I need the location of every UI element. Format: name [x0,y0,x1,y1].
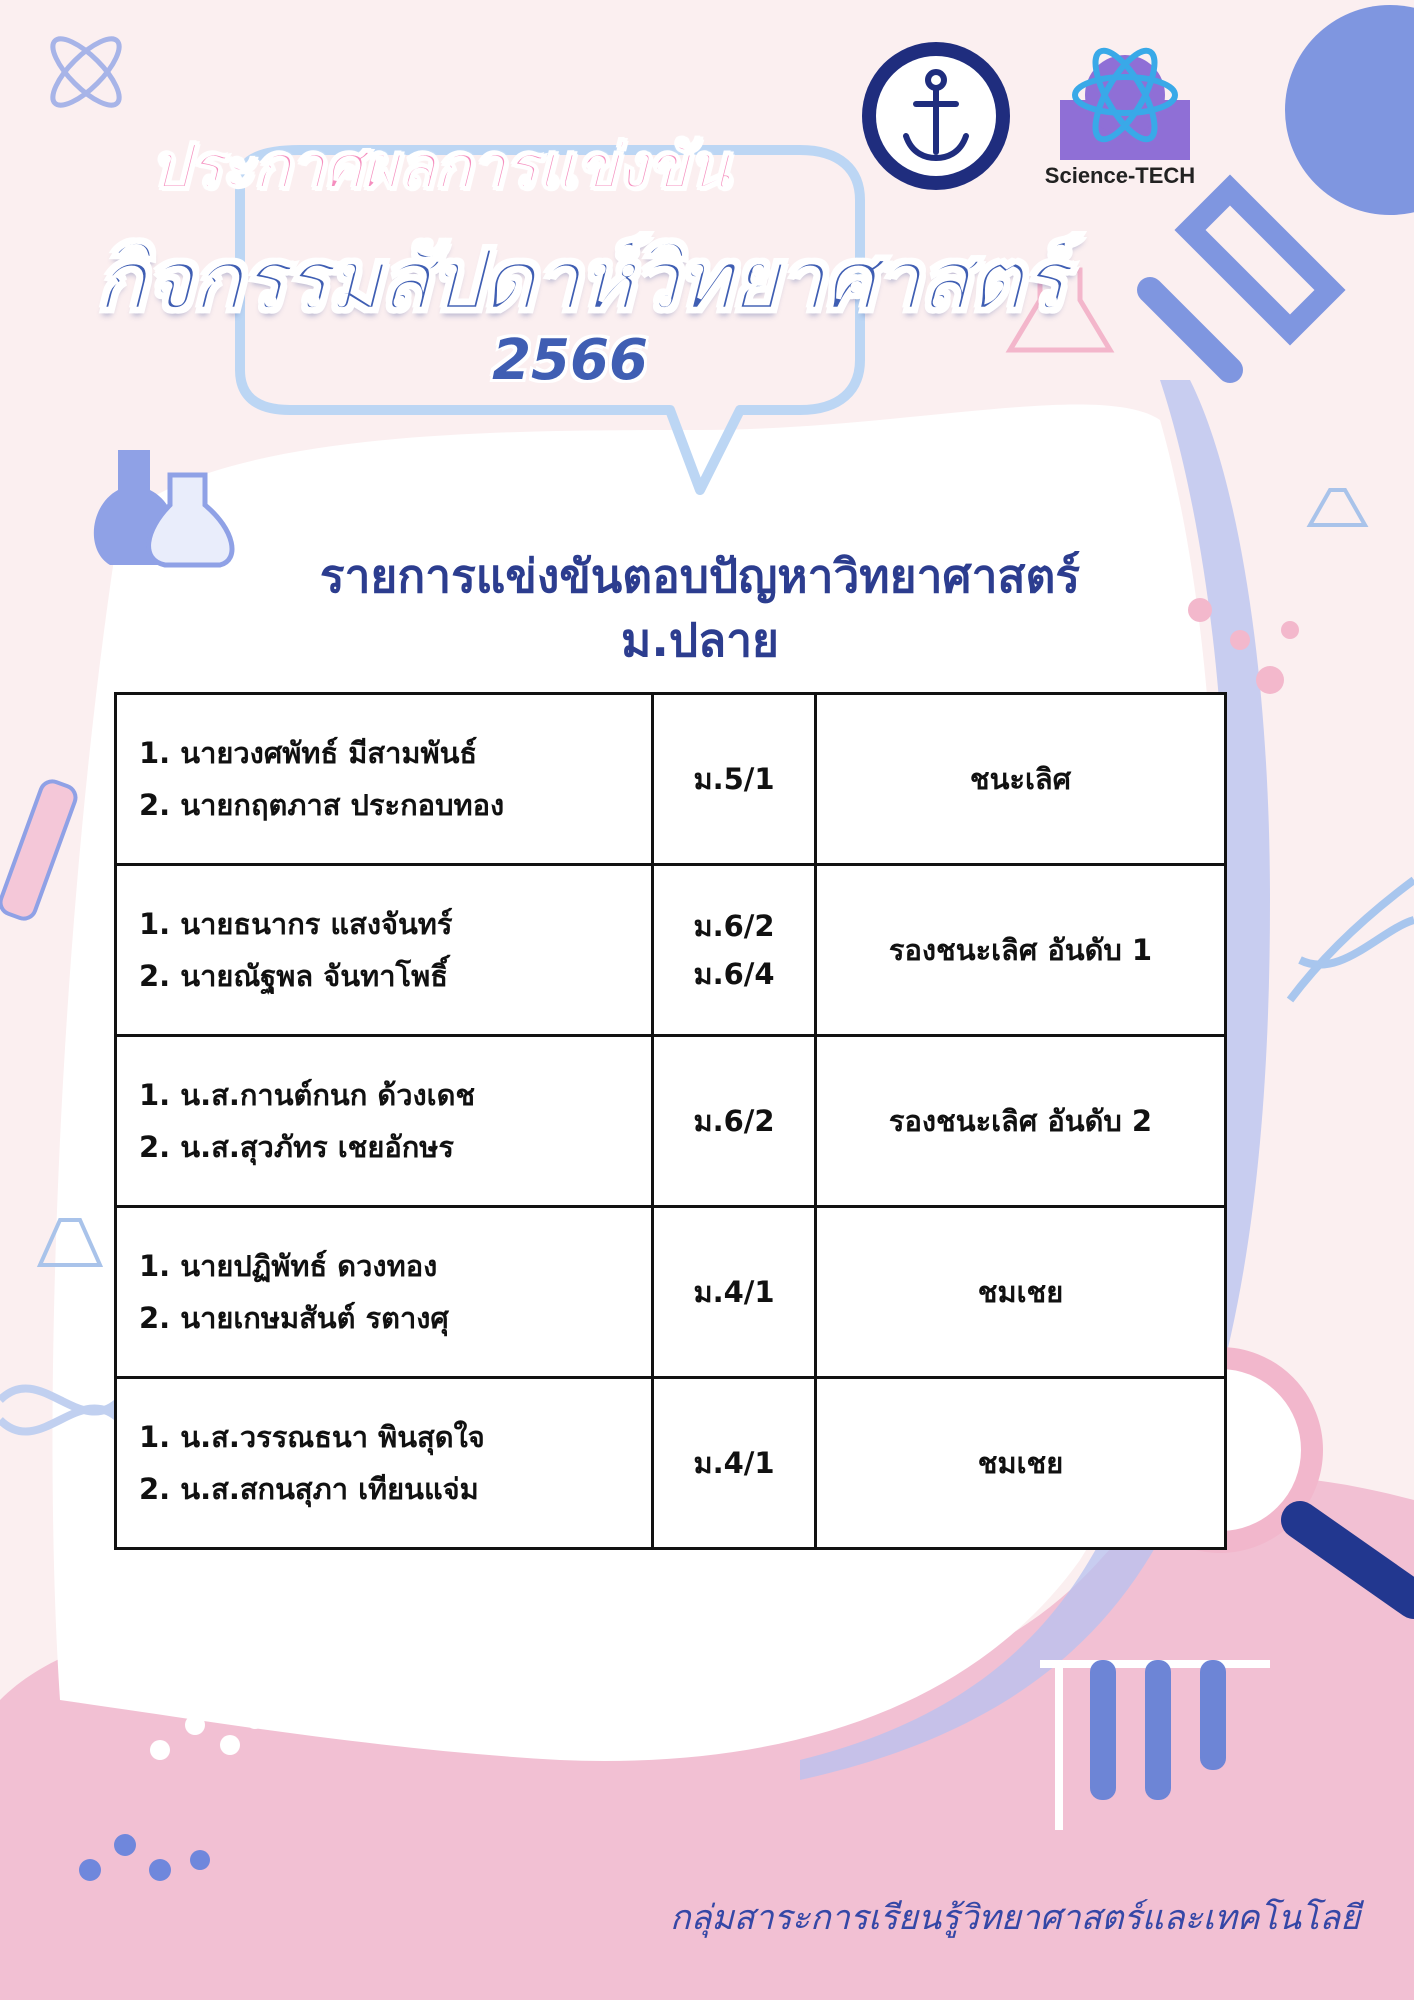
award-cell: ชนะเลิศ [816,694,1226,865]
science-tech-label: Science-TECH [1044,163,1196,188]
competition-level: ม.ปลาย [621,613,779,667]
class-cell [653,694,816,865]
award-cell: ชมเชย [816,1207,1226,1378]
member-name: 2. นายเกษมสันต์ รตางศุ [139,1301,449,1335]
results-table [114,692,1227,1550]
award-cell: รองชนะเลิศ อันดับ 1 [816,865,1226,1036]
school-logo [860,40,1012,192]
member-name: 1. น.ส.กานต์กนก ด้วงเดช [139,1078,476,1112]
table-row [116,1378,1226,1549]
class-label: ม.6/2 [693,1104,775,1138]
member-name: 1. นายปฏิพัทธ์ ดวงทอง [139,1249,438,1283]
member-name: 2. นายกฤตภาส ประกอบทอง [139,788,505,822]
gear-icon [1060,55,1190,160]
member-name: 2. น.ส.สุวภัทร เชยอักษร [139,1130,454,1164]
member-name: 1. น.ส.วรรณธนา พินสุดใจ [139,1420,485,1454]
atom-icon [44,30,129,115]
team-names-cell [116,865,653,1036]
year-label: 2566 [492,328,648,393]
member-name: 1. นายธนากร แสงจันทร์ [139,907,453,941]
announcement-subtitle: ประกาศผลการแข่งขัน [150,130,730,203]
department-footer: กลุ่มสาระการเรียนรู้วิทยาศาสตร์และเทคโนโลยี [669,1898,1360,1938]
table-row [116,1036,1226,1207]
class-label: ม.5/1 [693,762,775,796]
class-cell [653,865,816,1036]
test-tube-icon [0,778,79,922]
award-cell: รองชนะเลิศ อันดับ 2 [816,1036,1226,1207]
team-names-cell [116,694,653,865]
team-names-cell [116,1207,653,1378]
class-label: ม.4/1 [693,1446,775,1480]
table-row [116,1207,1226,1378]
table-row [116,865,1226,1036]
member-name: 2. นายณัฐพล จันทาโพธิ์ [139,959,448,993]
class-cell [653,1207,816,1378]
class-cell [653,1378,816,1549]
competition-title: รายการแข่งขันตอบปัญหาวิทยาศาสตร์ [319,549,1081,603]
small-flask-icon [1310,490,1365,525]
member-name: 1. นายวงศพัทธ์ มีสามพันธ์ [139,736,478,770]
team-names-cell [116,1378,653,1549]
team-names-cell [116,1036,653,1207]
page-title: กิจกรรมสัปดาห์วิทยาศาสตร์ [95,231,1065,329]
member-name: 2. น.ส.สกนสุภา เทียนแจ่ม [139,1472,479,1506]
class-label: ม.6/2 [693,909,775,943]
class-label: ม.4/1 [693,1275,775,1309]
dna-right-icon [1290,880,1414,1000]
class-cell [653,1036,816,1207]
class-label: ม.6/4 [693,957,775,991]
award-cell: ชมเชย [816,1378,1226,1549]
table-row [116,694,1226,865]
